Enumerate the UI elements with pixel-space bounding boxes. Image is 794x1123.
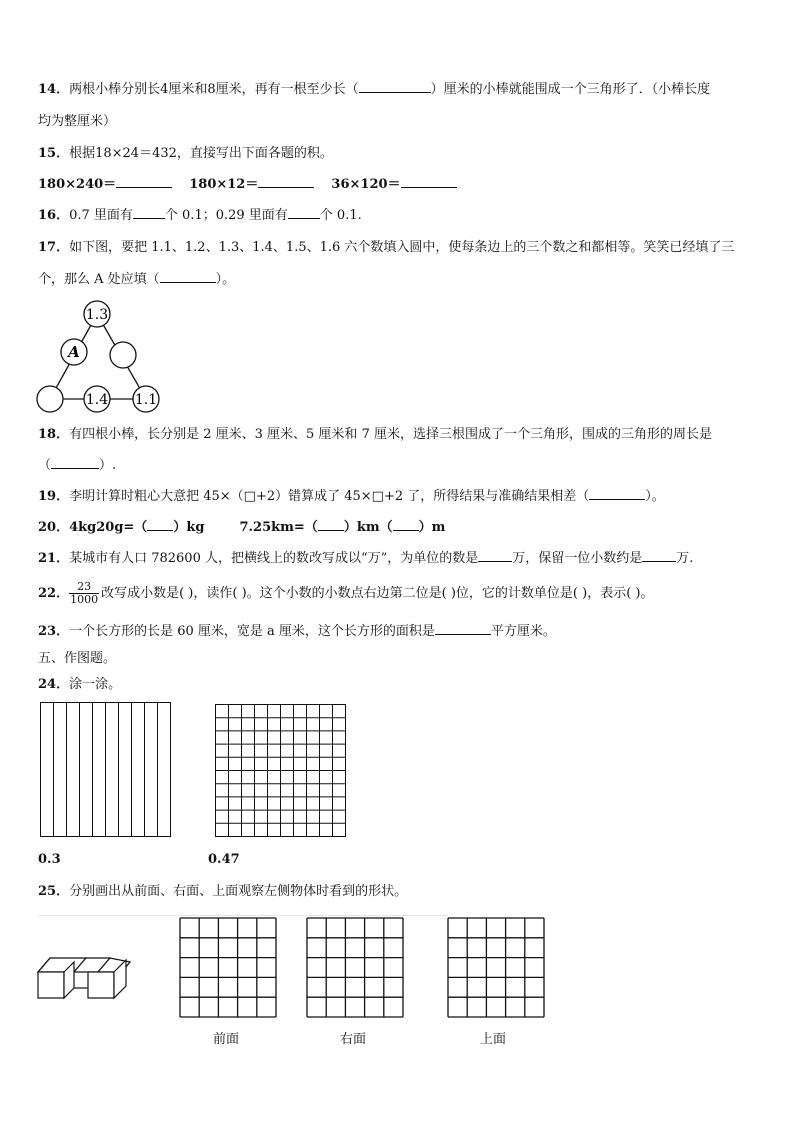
question-18 <box>38 425 712 445</box>
circle-bottom-left[interactable] <box>37 386 63 412</box>
question-number: 25． <box>38 884 70 899</box>
conversion-2-unit: ）km（ <box>343 520 393 535</box>
question-text: 有四根小棒，长分别是 2 厘米、3 厘米、5 厘米和 7 厘米，选择三根围成了一个三角形，围成的三角形的周长是 <box>69 427 712 442</box>
answer-blank[interactable] <box>359 92 431 93</box>
triangle-circle-figure <box>36 296 166 416</box>
circle-top-value: 1.3 <box>85 307 109 323</box>
question-text: 万，保留一位小数约是 <box>512 551 643 566</box>
answer-blank[interactable] <box>51 468 99 469</box>
question-text: 某城市有人口 782600 人，把横线上的数改写成以“万”，为单位的数是 <box>69 551 479 566</box>
question-text: 涂一涂。 <box>69 677 122 692</box>
calc-item: 180×12＝ <box>189 177 259 192</box>
question-text: ）. <box>99 458 117 473</box>
question-text: 改写成小数是( )，读作( )。这个小数的小数点右边第二位是( )位，它的计数单位是( )，表示( )。 <box>101 586 654 601</box>
question-text: 平方厘米。 <box>490 624 556 639</box>
question-23 <box>38 622 556 642</box>
answer-blank[interactable] <box>288 218 320 219</box>
calc-item: 36×120＝ <box>331 177 401 192</box>
question-text: 两根小棒分别长4厘米和8厘米，再有一根至少长（ <box>69 82 359 97</box>
question-text: 个 0.1；0.29 里面有 <box>164 208 288 223</box>
question-19 <box>38 487 665 507</box>
question-number: 24． <box>38 677 70 692</box>
question-14 <box>38 80 710 100</box>
cube-front-left <box>38 972 64 998</box>
question-number: 20． <box>38 520 70 535</box>
section-title <box>38 649 116 669</box>
question-24 <box>38 675 121 695</box>
answer-blank[interactable] <box>435 634 491 635</box>
question-16 <box>38 206 362 226</box>
front-view-grid[interactable] <box>179 917 277 1018</box>
question-number: 16． <box>38 208 70 223</box>
question-number: 18． <box>38 427 70 442</box>
view-label-front: 前面 <box>213 1032 240 1047</box>
answer-blank[interactable] <box>393 530 419 531</box>
answer-blank[interactable] <box>147 530 173 531</box>
circle-mid-left-value: A <box>68 343 80 361</box>
question-text: 李明计算时粗心大意把 45×（□+2）错算成了 45×□+2 了，所得结果与准确结果相差（ <box>69 489 590 504</box>
question-text: 个 0.1. <box>319 208 362 223</box>
label-right-grid: 0.47 <box>208 852 240 867</box>
cube-front-right <box>88 972 114 998</box>
question-text: 均为整厘米） <box>38 114 117 129</box>
view-label-right: 右面 <box>340 1032 367 1047</box>
answer-blank[interactable] <box>258 187 314 188</box>
tenths-strip-grid[interactable] <box>40 702 172 838</box>
question-text: 一个长方形的长是 60 厘米，宽是 a 厘米，这个长方形的面积是 <box>69 624 435 639</box>
answer-blank[interactable] <box>116 187 172 188</box>
conversion-1: 4kg20g=（ <box>69 520 148 535</box>
question-18-continued <box>38 456 116 476</box>
answer-blank[interactable] <box>133 218 165 219</box>
section-heading: 五、作图题。 <box>38 651 117 666</box>
question-15 <box>38 144 333 164</box>
fraction-denominator: 1000 <box>70 593 99 606</box>
question-17-continued <box>38 270 235 290</box>
question-number: 22． <box>38 586 70 601</box>
conversion-2: 7.25km=（ <box>239 520 318 535</box>
hundredths-grid[interactable] <box>215 704 347 838</box>
cube-object <box>36 952 132 1000</box>
question-text: 根据18×24＝432，直接写出下面各题的积。 <box>69 146 333 161</box>
question-text: 0.7 里面有 <box>69 208 133 223</box>
calc-item: 180×240＝ <box>38 177 117 192</box>
question-text: 如下图，要把 1.1、1.2、1.3、1.4、1.5、1.6 六个数填入圆中，使每条边上的三个数之和都相等。笑笑已经填了三 <box>69 240 735 255</box>
question-text: ）。 <box>645 489 665 504</box>
question-text: 万. <box>676 551 694 566</box>
question-number: 23． <box>38 624 70 639</box>
question-25 <box>38 882 407 902</box>
answer-blank[interactable] <box>478 561 512 562</box>
conversion-2-unit2: ）m <box>418 520 446 535</box>
question-text: （ <box>38 458 52 473</box>
grid-lines <box>448 918 544 1017</box>
fraction-numerator: 23 <box>69 581 99 594</box>
question-text: ）厘米的小棒就能围成一个三角形了．（小棒长度 <box>430 82 711 97</box>
circle-bottom-right-value: 1.1 <box>134 392 158 408</box>
question-number: 19． <box>38 489 70 504</box>
question-number: 14． <box>38 82 70 97</box>
answer-blank[interactable] <box>401 187 457 188</box>
label-left-grid: 0.3 <box>38 852 61 867</box>
question-text: 分别画出从前面、右面、上面观察左侧物体时看到的形状。 <box>69 884 408 899</box>
question-number: 15． <box>38 146 70 161</box>
grid-lines <box>180 918 276 1017</box>
question-15-items <box>38 175 457 195</box>
question-number: 17． <box>38 240 70 255</box>
question-text: 个，那么 A 处应填（ <box>38 272 160 287</box>
conversion-1-unit: ）kg <box>173 520 205 535</box>
top-view-grid[interactable] <box>447 917 545 1018</box>
question-text: ）。 <box>215 272 236 287</box>
fraction <box>69 581 99 606</box>
question-20 <box>38 518 445 538</box>
answer-blank[interactable] <box>160 282 216 283</box>
question-14-continued <box>38 112 116 132</box>
answer-blank[interactable] <box>642 561 676 562</box>
circle-bottom-mid-value: 1.4 <box>85 392 109 408</box>
grid-lines <box>307 918 403 1017</box>
view-label-top: 上面 <box>480 1032 507 1047</box>
question-17 <box>38 238 734 258</box>
answer-blank[interactable] <box>589 499 645 500</box>
question-21 <box>38 549 693 569</box>
question-22 <box>38 580 653 608</box>
question-number: 21． <box>38 551 70 566</box>
divider <box>38 915 448 916</box>
right-view-grid[interactable] <box>306 917 404 1018</box>
answer-blank[interactable] <box>318 530 344 531</box>
circle-mid-right[interactable] <box>110 342 136 368</box>
